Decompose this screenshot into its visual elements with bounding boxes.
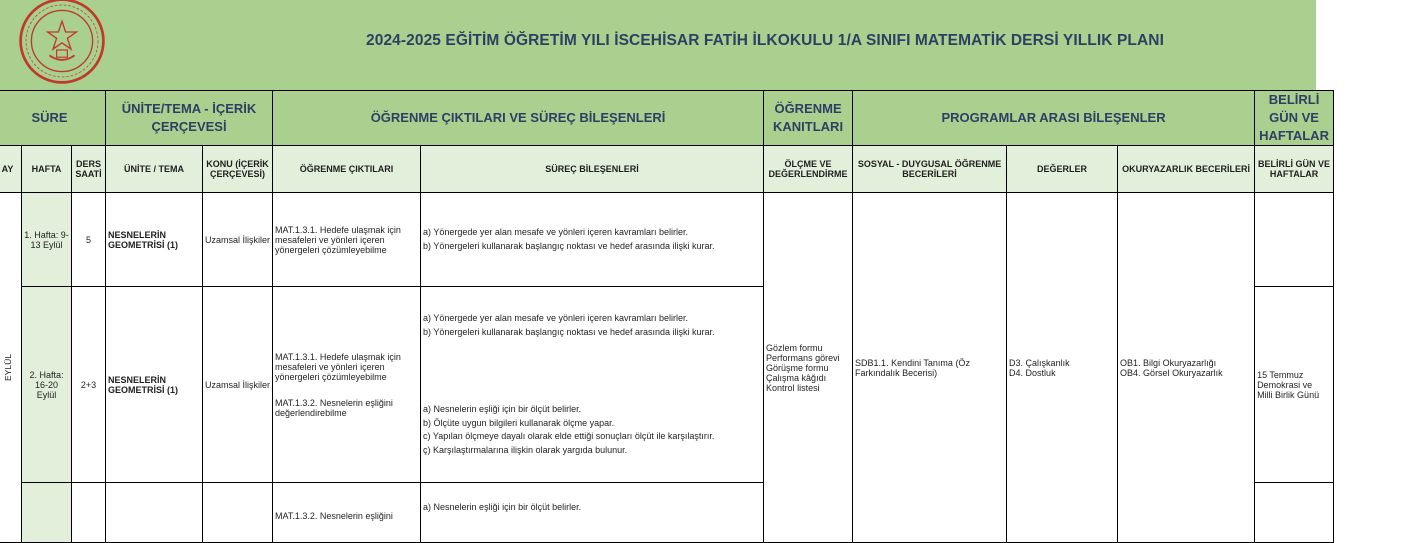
process-item: a) Yönergede yer alan mesafe ve yönleri içeren kavramları belirler. bbox=[423, 227, 688, 237]
hours-cell: 2+3 bbox=[72, 287, 106, 483]
hours-cell bbox=[72, 483, 106, 543]
group-sure: SÜRE bbox=[0, 91, 106, 146]
literacy-item: OB1. Bilgi Okuryazarlığı bbox=[1120, 357, 1217, 368]
col-olcme: ÖLÇME VE DEĞERLENDİRME bbox=[764, 146, 853, 193]
special-day-line: Milli Birlik Günü bbox=[1257, 389, 1320, 400]
special-day-line: Demokrasi ve bbox=[1257, 379, 1313, 390]
outcome-cell: MAT.1.3.2. Nesnelerin eşliğini bbox=[273, 483, 421, 543]
header-banner bbox=[0, 0, 1316, 90]
process-cell bbox=[421, 193, 764, 287]
unit-cell: NESNELERİN GEOMETRİSİ (1) bbox=[106, 193, 203, 287]
week-cell: 1. Hafta: 9-13 Eylül bbox=[22, 193, 72, 287]
col-konu: KONU (İÇERİK ÇERÇEVESİ) bbox=[203, 146, 273, 193]
process-item: ç) Karşılaştırmalarına ilişkin olarak yargıda bulunur. bbox=[423, 444, 628, 455]
outcome-cell bbox=[273, 287, 421, 483]
col-hafta: HAFTA bbox=[22, 146, 72, 193]
literacy-cell bbox=[1118, 193, 1255, 543]
col-ogrenme-ciktilari: ÖĞRENME ÇIKTILARI bbox=[273, 146, 421, 193]
outcome-item: MAT.1.3.2. Nesnelerin eşliğini değerlendirebilme bbox=[275, 397, 393, 418]
outcome-item: MAT.1.3.1. Hedefe ulaşmak için mesafeleri ve yönleri içeren yönergeleri çözümleyebilme bbox=[275, 351, 401, 382]
social-skills-cell: SDB1.1. Kendini Tanıma (Öz Farkındalık Becerisi) bbox=[853, 193, 1007, 543]
unit-cell: NESNELERİN GEOMETRİSİ (1) bbox=[106, 287, 203, 483]
col-okuryazarlik: OKURYAZARLIK BECERİLERİ bbox=[1118, 146, 1255, 193]
value-item: D3. Çalışkanlık bbox=[1009, 357, 1070, 368]
col-belirli: BELİRLİ GÜN VE HAFTALAR bbox=[1255, 146, 1334, 193]
week-cell: 2. Hafta: 16-20 Eylül bbox=[22, 287, 72, 483]
value-item: D4. Dostluk bbox=[1009, 367, 1056, 378]
meb-seal-icon bbox=[17, 0, 107, 86]
plan-table bbox=[0, 90, 1334, 543]
literacy-item: OB4. Görsel Okuryazarlık bbox=[1120, 367, 1223, 378]
process-item: b) Yönergeleri kullanarak başlangıç noktası ve hedef arasında ilişki kurar. bbox=[423, 240, 715, 251]
col-degerler: DEĞERLER bbox=[1007, 146, 1118, 193]
col-sosyal: SOSYAL - DUYGUSAL ÖĞRENME BECERİLERİ bbox=[853, 146, 1007, 193]
assessment-cell bbox=[764, 193, 853, 543]
topic-cell: Uzamsal İlişkiler bbox=[203, 193, 273, 287]
col-surec: SÜREÇ BİLEŞENLERİ bbox=[421, 146, 764, 193]
assessment-item: Gözlem formu bbox=[766, 342, 823, 353]
month-cell: EYLÜL bbox=[0, 193, 22, 543]
process-cell bbox=[421, 287, 764, 483]
table-row bbox=[0, 193, 1334, 287]
process-item: a) Nesnelerin eşliği için bir ölçüt belirler. bbox=[423, 404, 582, 414]
col-ders-saati: DERS SAATİ bbox=[72, 146, 106, 193]
process-item: b) Yönergeleri kullanarak başlangıç noktası ve hedef arasında ilişki kurar. bbox=[423, 326, 715, 337]
assessment-item: Performans görevi bbox=[766, 352, 840, 363]
col-ay: AY bbox=[0, 146, 22, 193]
week-cell bbox=[22, 483, 72, 543]
assessment-item: Görüşme formu bbox=[766, 362, 829, 373]
unit-cell bbox=[106, 483, 203, 543]
process-item: a) Yönergede yer alan mesafe ve yönleri içeren kavramları belirler. bbox=[423, 313, 688, 323]
topic-cell: Uzamsal İlişkiler bbox=[203, 287, 273, 483]
process-cell bbox=[421, 483, 764, 543]
special-days-cell bbox=[1255, 483, 1334, 543]
process-item: c) Yapılan ölçmeye dayalı olarak elde ettiği sonuçları ölçüt ile karşılaştırır. bbox=[423, 431, 715, 441]
process-item: a) Nesnelerin eşliği için bir ölçüt belirler. bbox=[423, 502, 582, 512]
group-ogrenme: ÖĞRENME ÇIKTILARI VE SÜREÇ BİLEŞENLERİ bbox=[273, 91, 764, 146]
special-day-line: 15 Temmuz bbox=[1257, 369, 1304, 380]
group-belirli: BELİRLİ GÜN VE HAFTALAR bbox=[1255, 91, 1334, 146]
special-days-cell bbox=[1255, 287, 1334, 483]
assessment-item: Kontrol listesi bbox=[766, 382, 820, 393]
process-item: b) Ölçüte uygun bilgileri kullanarak ölçme yapar. bbox=[423, 417, 615, 428]
values-cell bbox=[1007, 193, 1118, 543]
group-unite: ÜNİTE/TEMA - İÇERİK ÇERÇEVESİ bbox=[106, 91, 273, 146]
assessment-item: Çalışma kâğıdı bbox=[766, 372, 827, 383]
outcome-cell: MAT.1.3.1. Hedefe ulaşmak için mesafeleri ve yönleri içeren yönergeleri çözümleyebilme bbox=[273, 193, 421, 287]
page-title: 2024-2025 EĞİTİM ÖĞRETİM YILI İSCEHİSAR FATİH İLKOKULU 1/A SINIFI MATEMATİK DERSİ YILLIK PLANI bbox=[366, 32, 1164, 49]
group-program: PROGRAMLAR ARASI BİLEŞENLER bbox=[853, 91, 1255, 146]
group-kanit: ÖĞRENME KANITLARI bbox=[764, 91, 853, 146]
special-days-cell bbox=[1255, 193, 1334, 287]
col-unite-tema: ÜNİTE / TEMA bbox=[106, 146, 203, 193]
hours-cell: 5 bbox=[72, 193, 106, 287]
topic-cell bbox=[203, 483, 273, 543]
